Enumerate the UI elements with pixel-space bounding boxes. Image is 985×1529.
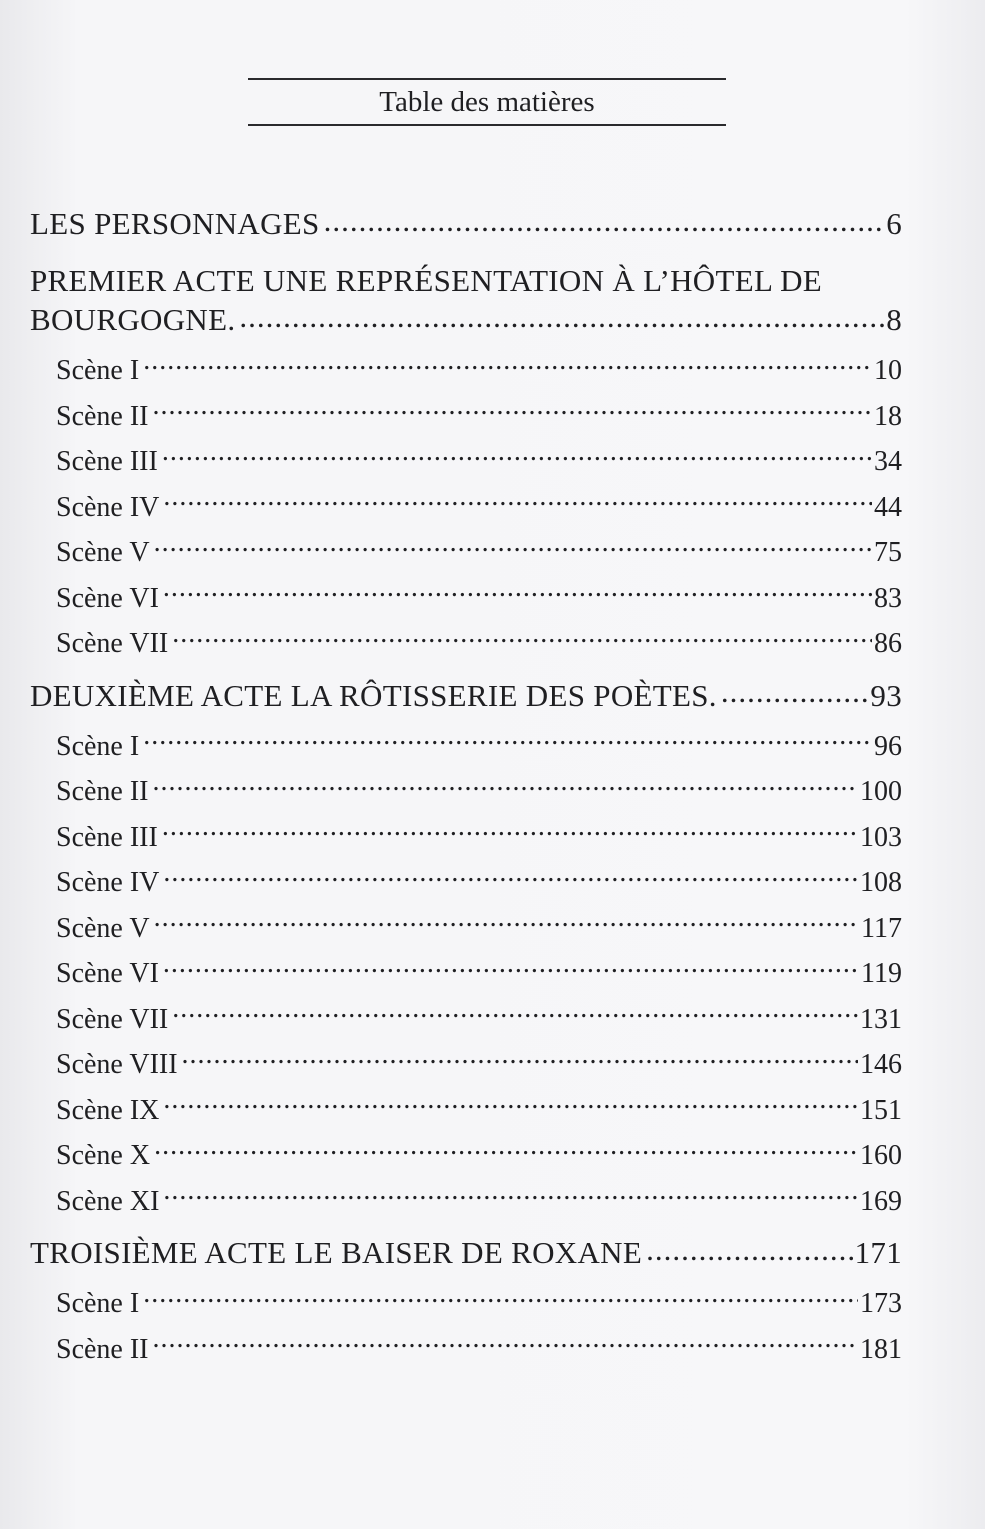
- scene-page: 10: [874, 355, 902, 386]
- entry-page: 6: [886, 206, 902, 241]
- scene-label: Scène III: [56, 821, 158, 853]
- toc-scene-entry[interactable]: [30, 621, 902, 667]
- dot-leader: [163, 1182, 858, 1210]
- scene-page: 100: [860, 776, 902, 807]
- scene-label: Scène VII: [56, 628, 169, 659]
- dot-leader: [239, 299, 884, 330]
- scene-page: 103: [860, 821, 902, 853]
- toc-scene-entry[interactable]: [30, 997, 902, 1043]
- scene-label: Scène II: [56, 400, 149, 432]
- toc-scene-entry[interactable]: [30, 769, 902, 815]
- toc-scene-entry[interactable]: [30, 1281, 902, 1327]
- dot-leader: [163, 488, 872, 516]
- scene-page: 34: [874, 446, 902, 477]
- scene-page: 44: [874, 491, 902, 523]
- toc-scene-entry[interactable]: [30, 1042, 902, 1088]
- scene-label: Scène I: [56, 355, 140, 386]
- dot-leader: [324, 203, 885, 234]
- dot-leader: [154, 909, 859, 937]
- scene-page: 151: [860, 1094, 902, 1126]
- toc-scene-entry[interactable]: [30, 530, 902, 576]
- dot-leader: [162, 442, 872, 470]
- scene-label: Scène II: [56, 1333, 149, 1365]
- dot-leader: [143, 351, 872, 379]
- table-of-contents: [30, 195, 902, 1372]
- dot-leader: [153, 1330, 858, 1358]
- acte-1-scenes: [30, 348, 902, 667]
- toc-entry-acte-1[interactable]: [30, 262, 902, 338]
- entry-label: DEUXIÈME ACTE LA RÔTISSERIE DES POÈTES.: [30, 677, 717, 713]
- scene-page: 18: [874, 400, 902, 432]
- scene-label: Scène VIII: [56, 1049, 178, 1080]
- toc-scene-entry[interactable]: [30, 394, 902, 440]
- entry-label-line2: BOURGOGNE.: [30, 302, 236, 337]
- scene-page: 181: [860, 1333, 902, 1365]
- scene-page: 86: [874, 628, 902, 659]
- dot-leader: [172, 1000, 858, 1028]
- entry-page: 93: [870, 677, 902, 713]
- scene-page: 169: [860, 1185, 902, 1217]
- dot-leader: [153, 772, 858, 800]
- scene-page: 119: [861, 958, 902, 989]
- toc-scene-entry[interactable]: [30, 906, 902, 952]
- dot-leader: [153, 397, 872, 425]
- toc-scene-entry[interactable]: [30, 439, 902, 485]
- entry-label: TROISIÈME ACTE LE BAISER DE ROXANE: [30, 1235, 643, 1270]
- scene-label: Scène IV: [56, 867, 160, 898]
- dot-leader: [143, 1284, 858, 1312]
- scene-label: Scène I: [56, 1288, 140, 1319]
- bottom-rule: [248, 124, 726, 126]
- dot-leader: [646, 1232, 852, 1263]
- scene-label: Scène IX: [56, 1094, 160, 1126]
- entry-label-line2-row: [30, 299, 902, 338]
- toc-scene-entry[interactable]: [30, 1088, 902, 1134]
- scene-page: 96: [874, 730, 902, 762]
- scene-label: Scène XI: [56, 1185, 160, 1217]
- dot-leader: [163, 1091, 858, 1119]
- dot-leader: [154, 533, 872, 561]
- scene-label: Scène VII: [56, 1003, 169, 1035]
- toc-scene-entry[interactable]: [30, 485, 902, 531]
- dot-leader: [163, 579, 872, 607]
- toc-scene-entry[interactable]: [30, 348, 902, 394]
- toc-header: [248, 78, 726, 126]
- entry-label-line1: PREMIER ACTE UNE REPRÉSENTATION À L’HÔTEL DE: [30, 263, 823, 298]
- scene-page: 160: [860, 1140, 902, 1171]
- toc-scene-entry[interactable]: [30, 815, 902, 861]
- toc-scene-entry[interactable]: [30, 1133, 902, 1179]
- scene-label: Scène VI: [56, 958, 159, 989]
- toc-scene-entry[interactable]: [30, 724, 902, 770]
- scene-page: 75: [874, 537, 902, 568]
- scene-page: 173: [860, 1288, 902, 1319]
- toc-entry-acte-2[interactable]: [30, 675, 902, 714]
- dot-leader: [143, 727, 872, 755]
- toc-scene-entry[interactable]: [30, 576, 902, 622]
- scene-label: Scène V: [56, 912, 150, 944]
- dot-leader: [154, 1136, 858, 1164]
- scene-page: 131: [860, 1003, 902, 1035]
- scene-label: Scène IV: [56, 491, 160, 523]
- dot-leader: [721, 675, 869, 706]
- toc-entry-personnages[interactable]: [30, 203, 902, 242]
- scene-label: Scène II: [56, 776, 149, 807]
- scene-label: Scène I: [56, 730, 140, 762]
- scene-page: 83: [874, 582, 902, 614]
- scene-label: Scène X: [56, 1140, 151, 1171]
- entry-page: 8: [886, 302, 902, 337]
- dot-leader: [163, 954, 859, 982]
- dot-leader: [162, 818, 858, 846]
- toc-entry-acte-3[interactable]: [30, 1232, 902, 1271]
- acte-2-scenes: [30, 724, 902, 1225]
- scene-page: 117: [861, 912, 902, 944]
- scene-label: Scène III: [56, 446, 158, 477]
- entry-page: 171: [854, 1235, 902, 1270]
- toc-scene-entry[interactable]: [30, 1327, 902, 1373]
- entry-label: LES PERSONNAGES: [30, 206, 320, 241]
- toc-scene-entry[interactable]: [30, 860, 902, 906]
- dot-leader: [163, 863, 858, 891]
- page-title: Table des matières: [379, 86, 595, 118]
- scene-page: 146: [860, 1049, 902, 1080]
- scene-page: 108: [860, 867, 902, 898]
- dot-leader: [182, 1045, 858, 1073]
- toc-scene-entry[interactable]: [30, 1179, 902, 1225]
- toc-scene-entry[interactable]: [30, 951, 902, 997]
- dot-leader: [172, 624, 872, 652]
- scene-label: Scène V: [56, 537, 150, 568]
- acte-3-scenes: [30, 1281, 902, 1372]
- scene-label: Scène VI: [56, 582, 159, 614]
